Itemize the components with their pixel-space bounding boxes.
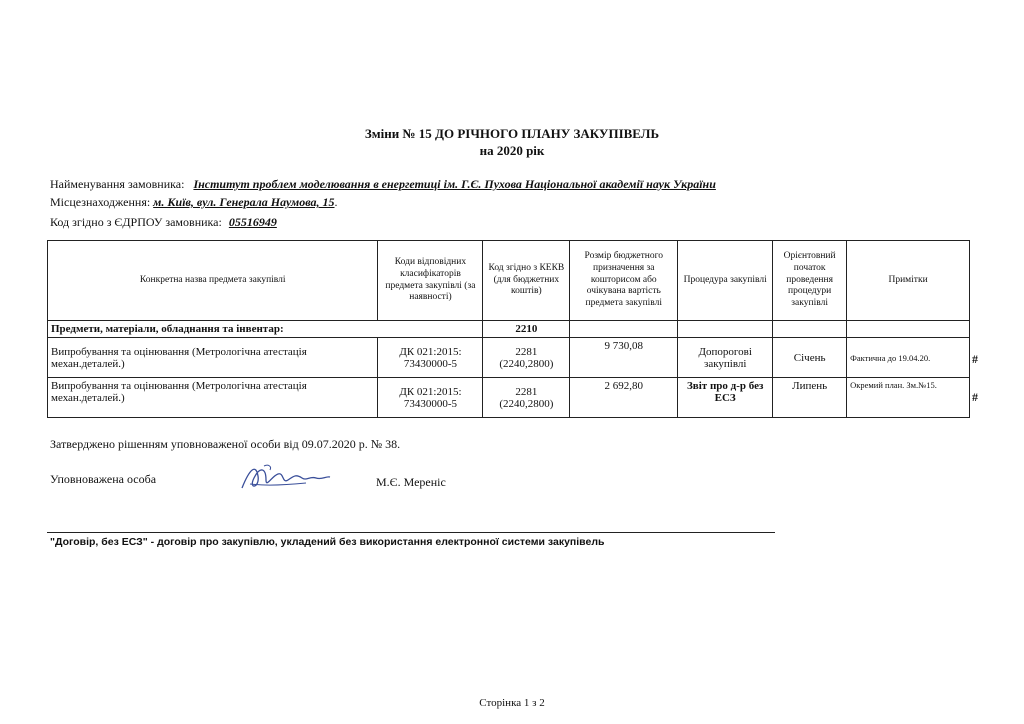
- header-classifier: Коди відповідних класифікаторів предмета закупівлі (за наявності): [378, 241, 483, 321]
- signatory-label: Уповноважена особа: [50, 472, 157, 486]
- start-month: Липень: [773, 378, 847, 418]
- amount: 2 692,80: [570, 378, 678, 418]
- classifier-code: [378, 378, 483, 418]
- edrpou-label: Код згідно з ЄДРПОУ замовника:: [50, 215, 222, 229]
- customer-name-line: [50, 177, 950, 192]
- row-mark: #: [972, 390, 978, 404]
- header-amount: Розмір бюджетного призначення за кошторисом або очікувана вартість предмета закупівлі: [570, 241, 678, 321]
- item-name: Випробування та оцінювання (Метрологічна атестація механ.деталей.): [48, 338, 378, 378]
- table-row: [48, 378, 970, 418]
- document-title: Зміни № 15 ДО РІЧНОГО ПЛАНУ ЗАКУПІВЕЛЬ: [364, 126, 660, 141]
- location-value: м. Київ, вул. Генерала Наумова, 15: [153, 195, 335, 209]
- row-mark: #: [972, 352, 978, 366]
- classifier-line: ДК 021:2015:: [399, 385, 462, 398]
- location-label: Місцезнаходження:: [50, 195, 151, 209]
- section-label: Предмети, матеріали, обладнання та інвентар:: [48, 321, 483, 338]
- approval-text: Затверджено рішенням уповноваженої особи від 09.07.2020 р. № 38.: [50, 437, 401, 451]
- header-kekv: Код згідно з КЕКВ (для бюджетних коштів): [483, 241, 570, 321]
- document-year: на 2020 рік: [479, 143, 545, 158]
- footnote: "Договір, без ЕСЗ" - договір про закупівлю, укладений без використання електронної системи закупівель: [50, 536, 605, 548]
- procedure: Звіт про д-р без ЕСЗ: [678, 378, 773, 418]
- customer-name-label: Найменування замовника:: [50, 177, 185, 191]
- header-item-name: Конкретна назва предмета закупівлі: [48, 241, 378, 321]
- location-suffix: .: [334, 195, 338, 209]
- kekv-line: 2281: [515, 345, 538, 358]
- kekv-code: [483, 338, 570, 378]
- item-name: Випробування та оцінювання (Метрологічна атестація механ.деталей.): [48, 378, 378, 418]
- kekv-line: (2240,2800): [499, 357, 554, 370]
- signatory-name: М.Є. Мереніс: [376, 475, 446, 489]
- procedure: Допорогові закупівлі: [678, 338, 773, 378]
- section-code: 2210: [483, 321, 570, 338]
- footnote-divider: [47, 532, 775, 533]
- table-header-row: [48, 241, 970, 321]
- edrpou-line: [50, 215, 277, 230]
- signature-image: [236, 458, 336, 498]
- note: Фактична до 19.04.20.: [847, 338, 970, 378]
- start-month: Січень: [773, 338, 847, 378]
- customer-name-value: Інститут проблем моделювання в енергетиці ім. Г.Є. Пухова Національної академії наук України: [193, 177, 716, 191]
- kekv-code: [483, 378, 570, 418]
- procurement-table: [47, 240, 970, 418]
- header-procedure: Процедура закупівлі: [678, 241, 773, 321]
- classifier-line: 73430000-5: [403, 397, 458, 410]
- amount: 9 730,08: [570, 338, 678, 378]
- classifier-code: [378, 338, 483, 378]
- section-empty-cell: [773, 321, 847, 338]
- header-notes: Примітки: [847, 241, 970, 321]
- customer-location-line: [50, 195, 338, 210]
- section-empty-cell: [570, 321, 678, 338]
- page-number: Сторінка 1 з 2: [479, 697, 545, 709]
- table-row: [48, 338, 970, 378]
- note: Окремий план. Зм.№15.: [847, 378, 970, 418]
- classifier-line: 73430000-5: [403, 357, 458, 370]
- section-empty-cell: [678, 321, 773, 338]
- section-row: [48, 321, 970, 338]
- kekv-line: 2281: [515, 385, 538, 398]
- edrpou-value: 05516949: [228, 215, 277, 229]
- classifier-line: ДК 021:2015:: [399, 345, 462, 358]
- kekv-line: (2240,2800): [499, 397, 554, 410]
- header-start: Орієнтовний початок проведення процедури закупівлі: [773, 241, 847, 321]
- section-empty-cell: [847, 321, 970, 338]
